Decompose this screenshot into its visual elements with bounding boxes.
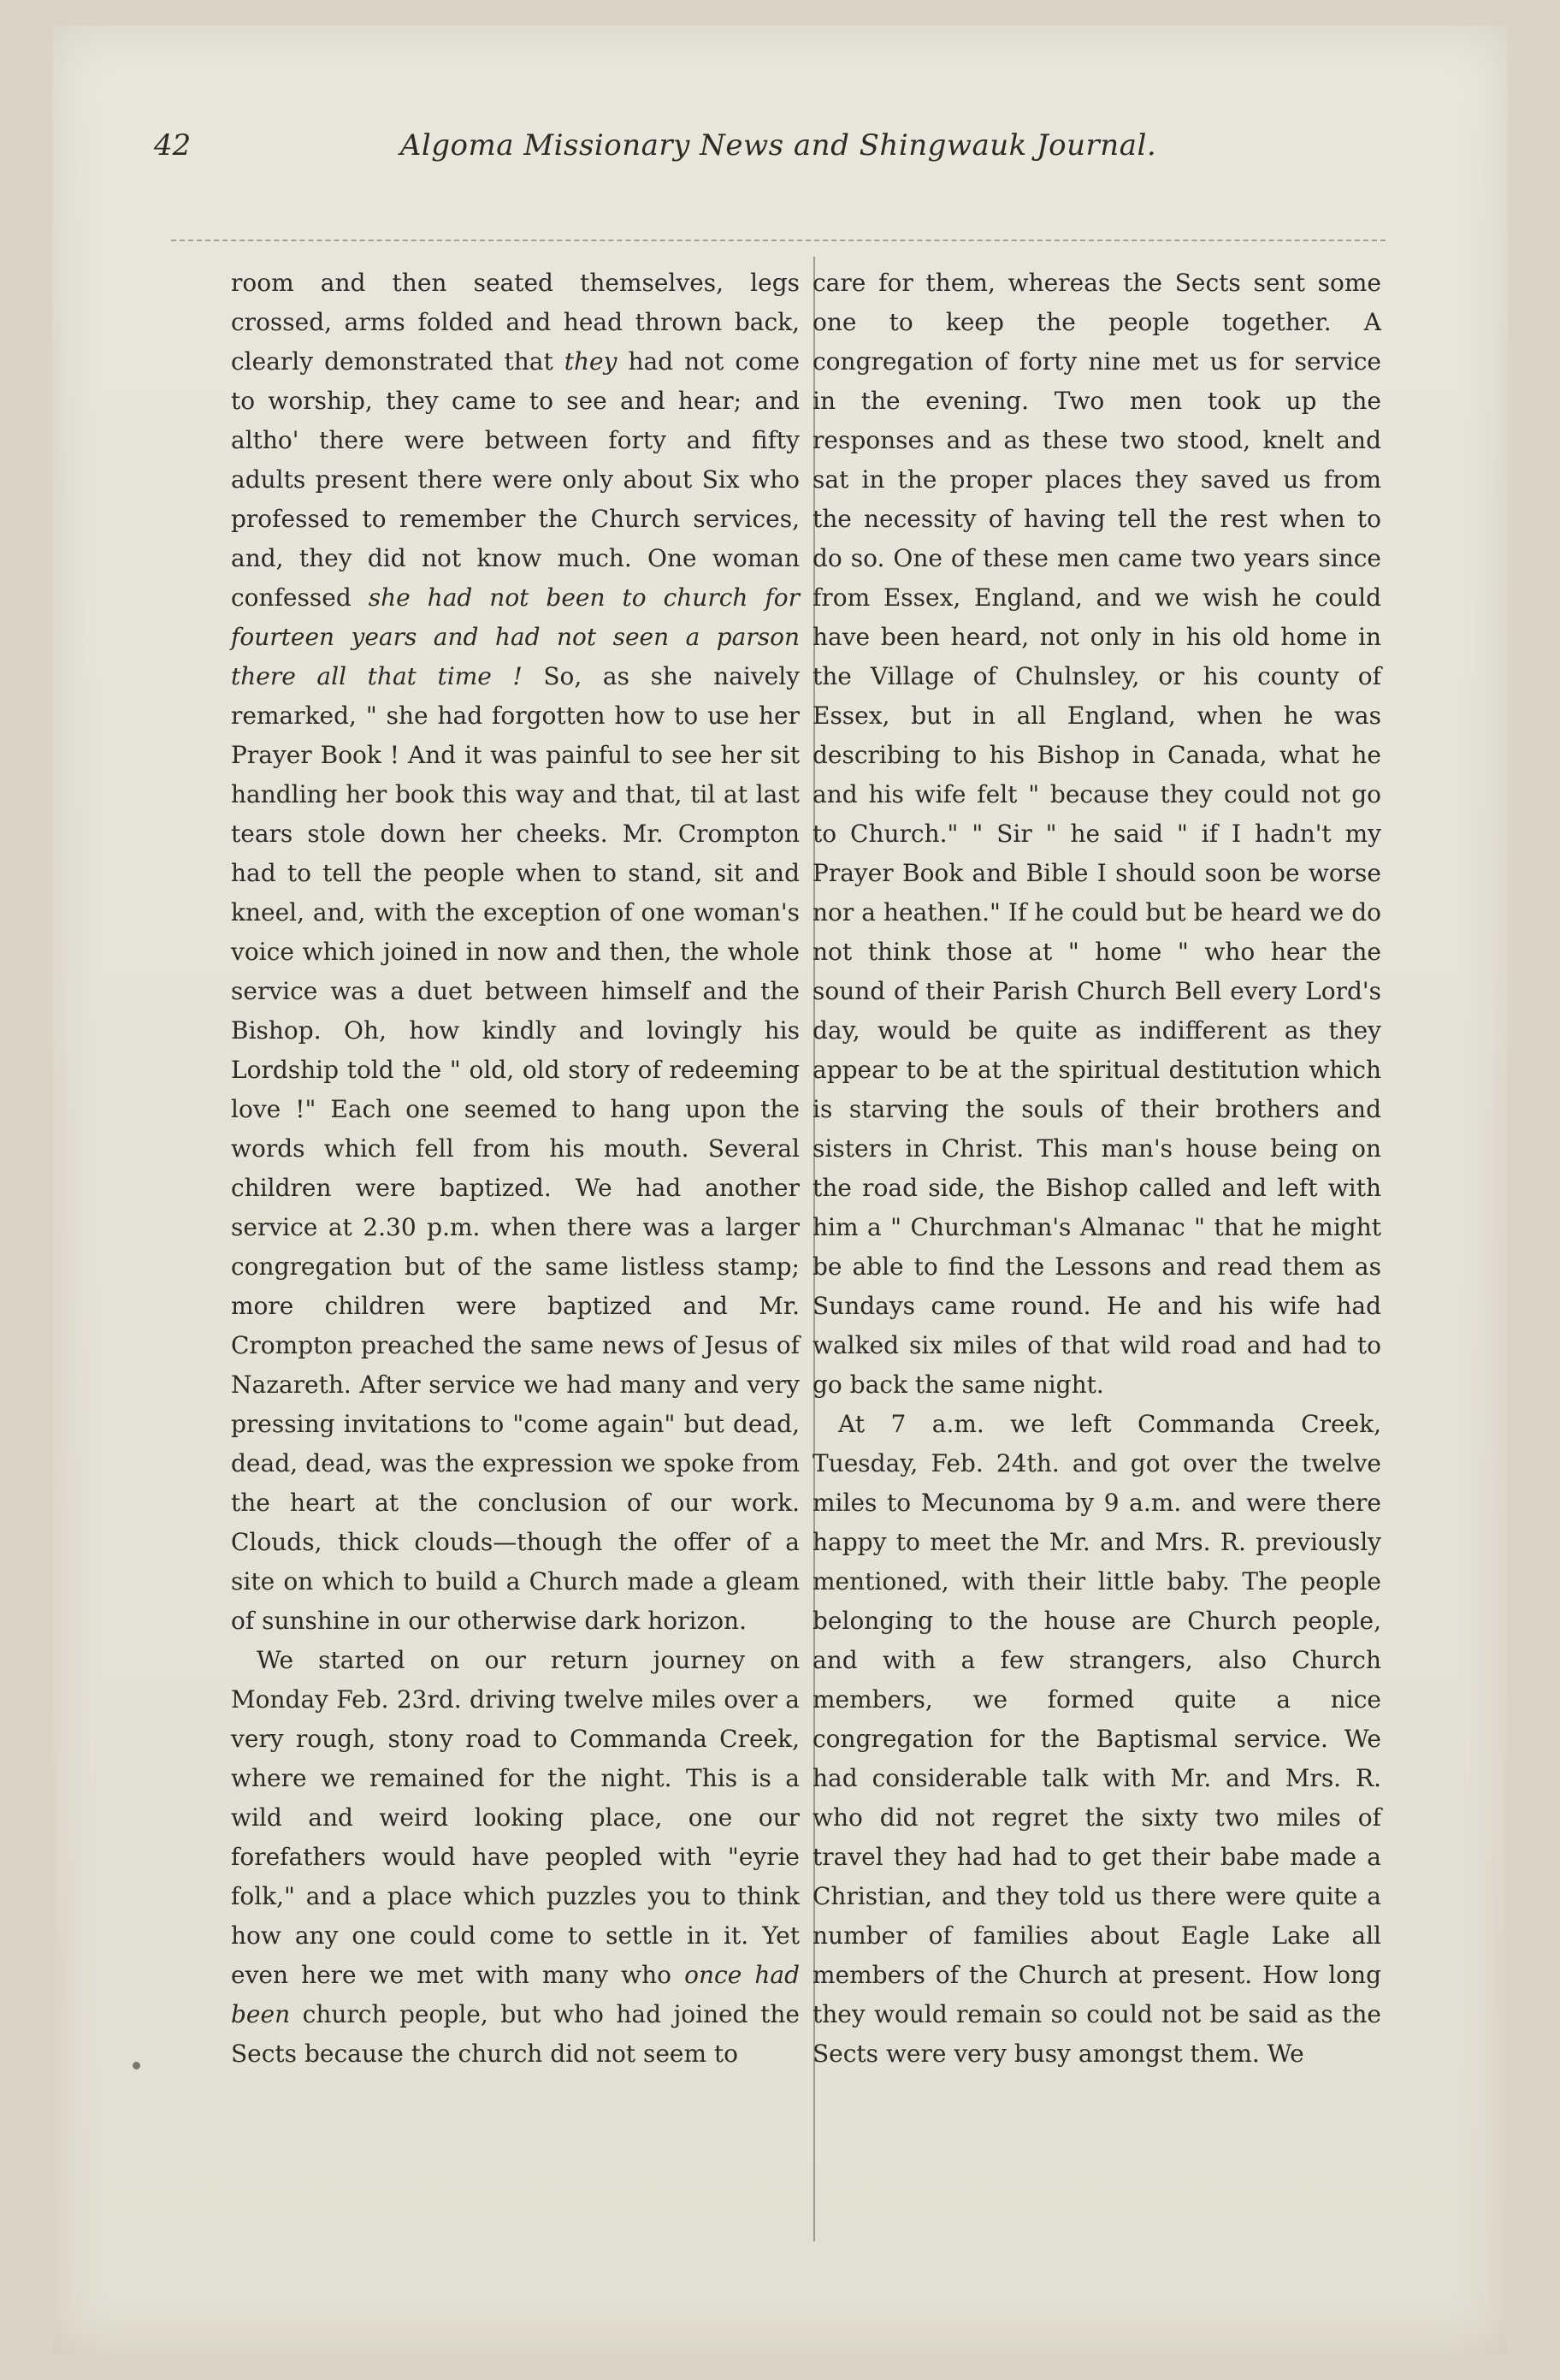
text-run: So, as she naively remarked, " she had forgotten how to use her Prayer Book ! And it was painful to see her sit handling her book this way and that, til at last tears stole down her cheeks. Mr. Crompton had to tell the people when to stand, sit and kneel, and, with the exception of one woman's voice which joined in now and then, the whole service was a duet between himself and the Bishop. Oh, how kindly and lovingly his Lordship told the " old, old story of redeeming love !" Each one seemed to hang upon the words which fell from his mouth. Several children were baptized. We had another service at 2.30 p.m. when there was a larger congregation but of the same listless stamp; more children were baptized and Mr. Crompton preached the same news of Jesus of Nazareth. After service we had many and very pressing invitations to "come again" but dead, dead, dead, was the expression we spoke from the heart at the conclusion of our work. Clouds, thick clouds—though the offer of a site on which to build a Church made a gleam of sunshine in our otherwise dark horizon. <box>231 662 800 1635</box>
header-rule <box>171 240 1386 241</box>
text-run: had not come to worship, they came to see and hear; and altho' there were between forty and fifty adults present there were only about Six who professed to remember the Church services, and, they did not know much. One woman confessed <box>231 347 800 612</box>
left-paragraph-1 <box>231 263 800 1641</box>
italic-text: they <box>564 347 618 376</box>
right-column <box>812 263 1381 2074</box>
left-column <box>231 263 800 2074</box>
page-header <box>154 128 1403 188</box>
italic-quote: she had not been to church for fourteen years and had not seen a parson there all that time ! <box>231 583 801 690</box>
italic-text: once had been <box>231 1961 800 2028</box>
text-run: church people, but who had joined the Sects because the church did not seem to <box>231 2000 800 2068</box>
left-paragraph-2 <box>231 1641 800 2074</box>
text-run: room and then seated themselves, legs crossed, arms folded and head thrown back, clearly demonstrated that <box>231 269 800 376</box>
ink-blot <box>133 2062 140 2069</box>
page-number: 42 <box>154 128 192 163</box>
right-paragraph-2: At 7 a.m. we left Commanda Creek, Tuesday, Feb. 24th. and got over the twelve miles to Mecunoma by 9 a.m. and were there happy to meet the Mr. and Mrs. R. previously mentioned, with their little baby. The people belonging to the house are Church people, and with a few strangers, also Church members, we formed quite a nice congregation for the Baptismal service. We had considerable talk with Mr. and Mrs. R. who did not regret the sixty two miles of travel they had had to get their babe made a Christian, and they told us there were quite a number of families about Eagle Lake all members of the Church at present. How long they would remain so could not be said as the Sects were very busy amongst them. We <box>812 1410 1381 2068</box>
right-paragraph-1: care for them, whereas the Sects sent some one to keep the people together. A congregation of forty nine met us for service in the evening. Two men took up the responses and as these two stood, knelt and sat in the proper places they saved us from the necessity of having tell the rest when to do so. One of these men came two years since from Essex, England, and we wish he could have been heard, not only in his old home in the Village of Chulnsley, or his county of Essex, but in all England, when he was describing to his Bishop in Canada, what he and his wife felt " because they could not go to Church." " Sir " he said " if I hadn't my Prayer Book and Bible I should soon be worse nor a heathen." If he could but be heard we do not think those at " home " who hear the sound of their Parish Church Bell every Lord's day, would be quite as indifferent as they appear to be at the spiritual destitution which is starving the souls of their brothers and sisters in Christ. This man's house being on the road side, the Bishop called and left with him a " Churchman's Almanac " that he might be able to find the Lessons and read them as Sundays came round. He and his wife had walked six miles of that wild road and had to go back the same night. <box>812 269 1381 1399</box>
text-run: We started on our return journey on Monday Feb. 23rd. driving twelve miles over a very rough, stony road to Commanda Creek, where we remained for the night. This is a wild and weird looking place, one our forefathers would have peopled with "eyrie folk," and a place which puzzles you to think how any one could come to settle in it. Yet even here we met with many who <box>231 1646 800 1989</box>
running-title: Algoma Missionary News and Shingwauk Journal. <box>399 128 1157 163</box>
